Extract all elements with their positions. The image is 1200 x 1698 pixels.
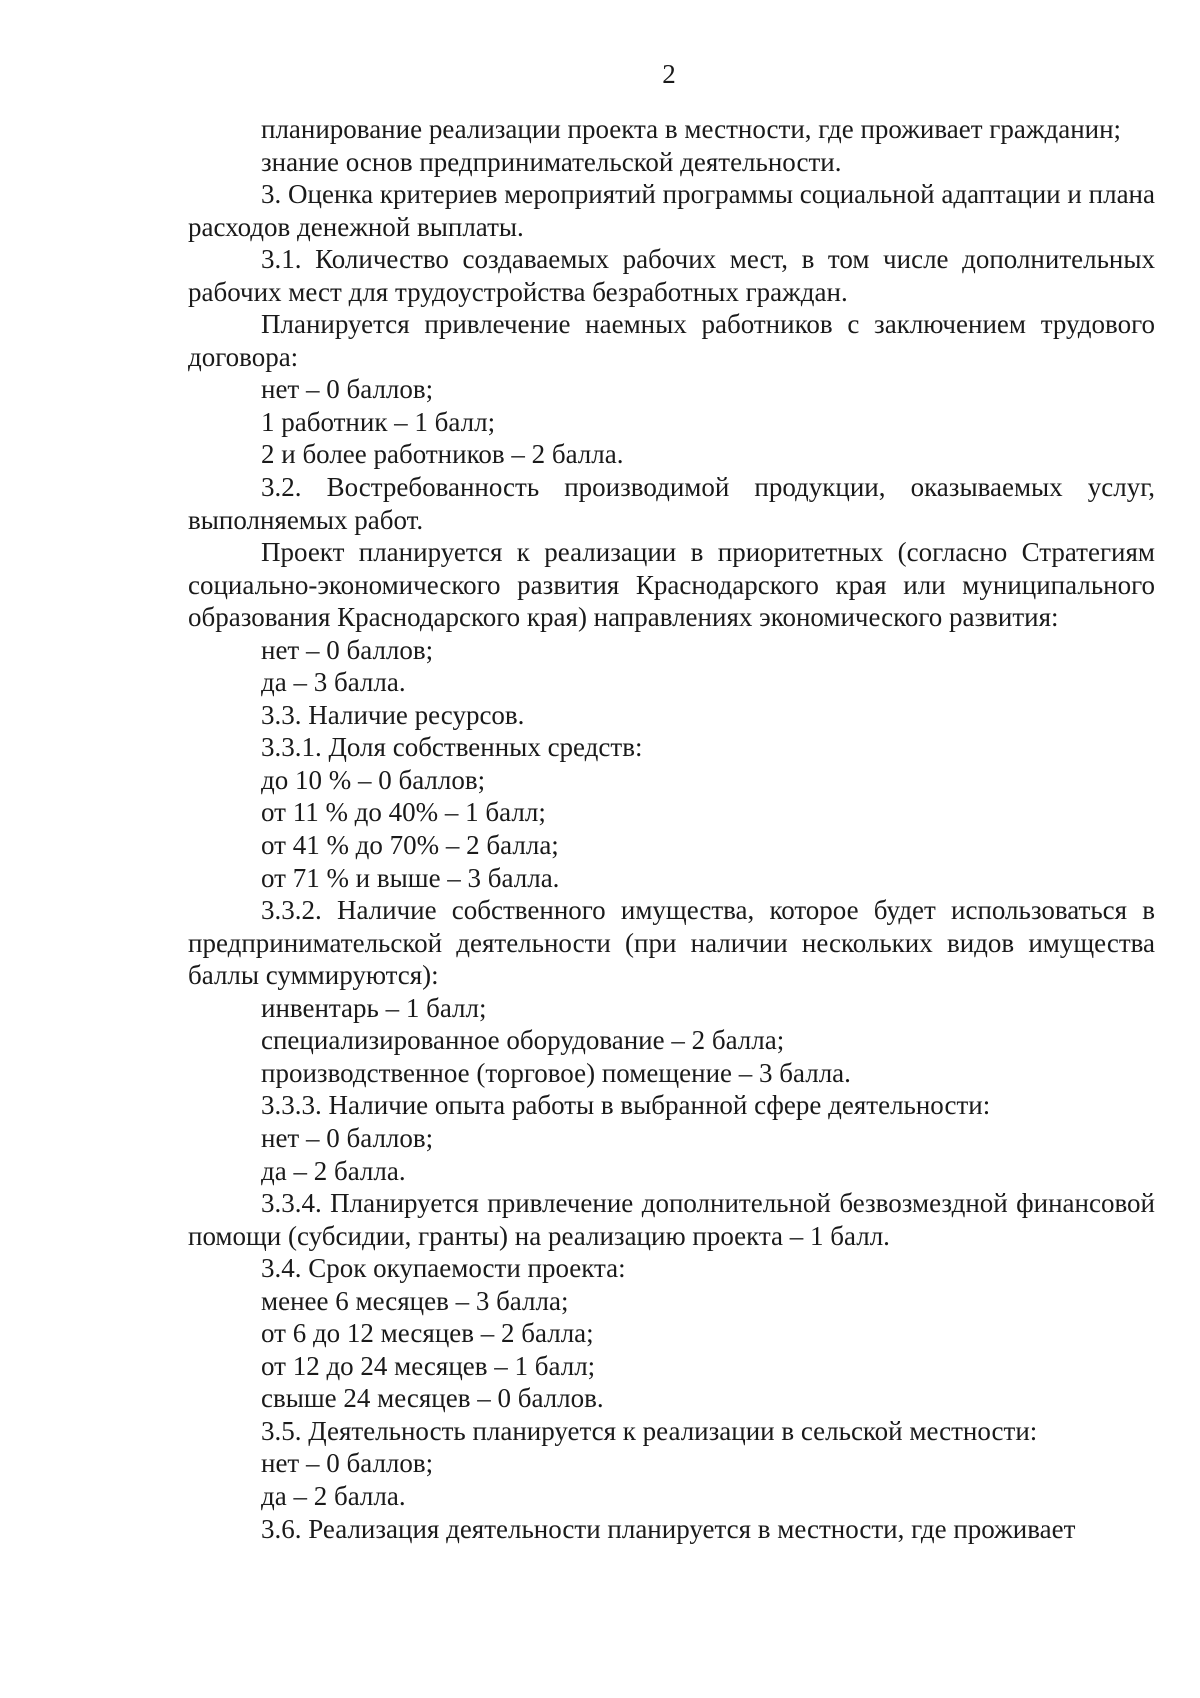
page-number: 2 bbox=[662, 59, 676, 89]
paragraph: от 11 % до 40% – 1 балл; bbox=[261, 797, 546, 828]
paragraph: 3.4. Срок окупаемости проекта: bbox=[261, 1253, 626, 1284]
paragraph: до 10 % – 0 баллов; bbox=[261, 764, 486, 795]
paragraph: нет – 0 баллов; bbox=[261, 1122, 434, 1153]
paragraph: 3.3. Наличие ресурсов. bbox=[261, 699, 525, 730]
paragraph: планирование реализации проекта в местности, где проживает гражданин; bbox=[261, 114, 1122, 144]
paragraph: нет – 0 баллов; bbox=[261, 374, 434, 405]
paragraph: Проект планируется к реализации в приоритетных (согласно Стратегиям социально-экономического развития Краснодарского края или муниципального образования Краснодарского края) направлениях экономического развития: bbox=[188, 537, 1155, 633]
paragraph: да – 2 балла. bbox=[261, 1155, 406, 1186]
paragraph: от 71 % и выше – 3 балла. bbox=[261, 862, 560, 893]
paragraph: 3. Оценка критериев мероприятий программы социальной адаптации и плана расходов денежной выплаты. bbox=[188, 179, 1155, 242]
paragraph: 1 работник – 1 балл; bbox=[261, 406, 496, 437]
paragraph: от 12 до 24 месяцев – 1 балл; bbox=[261, 1350, 596, 1381]
paragraph: да – 3 балла. bbox=[261, 667, 406, 698]
paragraph: знание основ предпринимательской деятельности. bbox=[261, 146, 842, 177]
paragraph: 3.3.3. Наличие опыта работы в выбранной сфере деятельности: bbox=[261, 1090, 991, 1121]
document-body bbox=[188, 113, 1155, 1545]
paragraph: 3.1. Количество создаваемых рабочих мест, в том числе дополнительных рабочих мест для трудоустройства безработных граждан. bbox=[188, 244, 1155, 307]
paragraph: инвентарь – 1 балл; bbox=[261, 992, 487, 1023]
paragraph: 3.5. Деятельность планируется к реализации в сельской местности: bbox=[261, 1415, 1038, 1446]
paragraph: 2 и более работников – 2 балла. bbox=[261, 439, 624, 470]
paragraph: производственное (торговое) помещение – 3 балла. bbox=[261, 1057, 851, 1088]
paragraph: 3.6. Реализация деятельности планируется в местности, где проживает bbox=[261, 1513, 1076, 1544]
paragraph: 3.2. Востребованность производимой продукции, оказываемых услуг, выполняемых работ. bbox=[188, 472, 1155, 535]
paragraph: да – 2 балла. bbox=[261, 1480, 406, 1511]
paragraph: 3.3.4. Планируется привлечение дополнительной безвозмездной финансовой помощи (субсидии, гранты) на реализацию проекта – 1 балл. bbox=[188, 1188, 1155, 1251]
paragraph: от 6 до 12 месяцев – 2 балла; bbox=[261, 1318, 594, 1349]
paragraph: 3.3.1. Доля собственных средств: bbox=[261, 732, 643, 763]
paragraph: от 41 % до 70% – 2 балла; bbox=[261, 830, 559, 861]
paragraph: нет – 0 баллов; bbox=[261, 634, 434, 665]
paragraph: свыше 24 месяцев – 0 баллов. bbox=[261, 1383, 604, 1414]
paragraph: менее 6 месяцев – 3 балла; bbox=[261, 1285, 569, 1316]
paragraph: специализированное оборудование – 2 балла; bbox=[261, 1025, 785, 1056]
paragraph: нет – 0 баллов; bbox=[261, 1448, 434, 1479]
paragraph: Планируется привлечение наемных работников с заключением трудового договора: bbox=[188, 309, 1155, 372]
paragraph: 3.3.2. Наличие собственного имущества, которое будет использоваться в предпринимательской деятельности (при наличии нескольких видов имущества баллы суммируются): bbox=[188, 895, 1155, 991]
